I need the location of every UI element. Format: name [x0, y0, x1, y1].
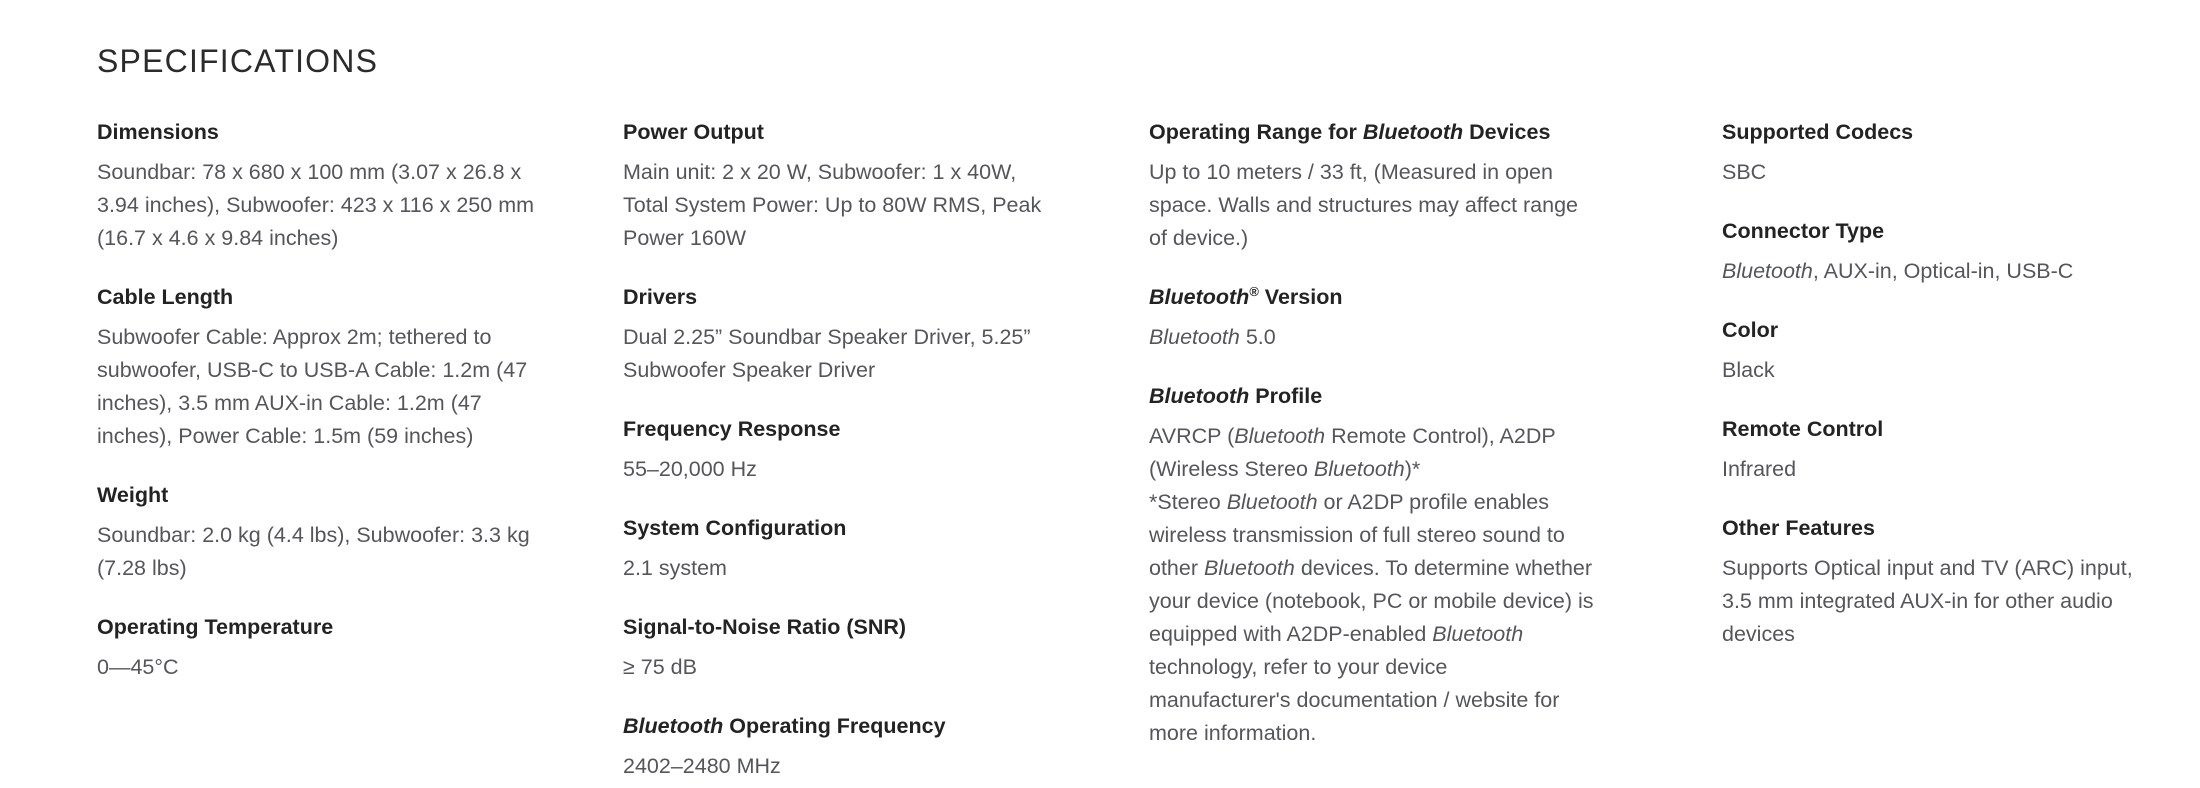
spec-item-weight	[97, 482, 537, 585]
spec-value: Infrared	[1722, 457, 1797, 482]
spec-item-drivers	[623, 284, 1063, 387]
spec-item-bluetooth-profile	[1149, 383, 1594, 750]
spec-item-bluetooth-version	[1149, 284, 1594, 354]
spec-value: Dual 2.25” Soundbar Speaker Driver, 5.25” Subwoofer Speaker Driver	[623, 325, 1031, 383]
spec-value: Supports Optical input and TV (ARC) input, 3.5 mm integrated AUX-in for other audio devices	[1722, 556, 2133, 647]
spec-column-2	[623, 119, 1063, 788]
spec-grid	[97, 119, 2200, 788]
spec-item-dimensions	[97, 119, 537, 255]
spec-value: Bluetooth, AUX-in, Optical-in, USB-C	[1722, 259, 2074, 284]
spec-column-1	[97, 119, 537, 713]
spec-heading: System Configuration	[623, 516, 847, 541]
spec-heading: Operating Range for Bluetooth Devices	[1149, 120, 1551, 145]
spec-heading: Supported Codecs	[1722, 120, 1914, 145]
page-title: SPECIFICATIONS	[97, 43, 379, 79]
spec-heading: Drivers	[623, 285, 698, 310]
spec-heading: Color	[1722, 318, 1779, 343]
spec-heading: Dimensions	[97, 120, 219, 145]
spec-heading: Bluetooth® Version	[1149, 284, 1343, 310]
spec-heading: Remote Control	[1722, 417, 1884, 442]
spec-item-frequency-response	[623, 416, 1063, 486]
spec-value: Bluetooth 5.0	[1149, 325, 1276, 350]
spec-heading: Other Features	[1722, 516, 1875, 541]
spec-value: 55–20,000 Hz	[623, 457, 757, 482]
spec-heading: Bluetooth Profile	[1149, 384, 1323, 409]
spec-item-remote-control	[1722, 416, 2142, 486]
spec-heading: Connector Type	[1722, 219, 1885, 244]
spec-heading: Signal-to-Noise Ratio (SNR)	[623, 615, 907, 640]
spec-value: 2402–2480 MHz	[623, 754, 781, 779]
spec-value: Black	[1722, 358, 1775, 383]
spec-value: SBC	[1722, 160, 1767, 185]
spec-heading: Bluetooth Operating Frequency	[623, 714, 946, 739]
spec-item-color	[1722, 317, 2142, 387]
spec-item-operating-temperature	[97, 614, 537, 684]
spec-item-operating-range	[1149, 119, 1594, 255]
spec-item-snr	[623, 614, 1063, 684]
spec-heading: Power Output	[623, 120, 764, 145]
spec-item-supported-codecs	[1722, 119, 2142, 189]
spec-column-3	[1149, 119, 1594, 779]
spec-item-power-output	[623, 119, 1063, 255]
spec-item-bluetooth-operating-frequency	[623, 713, 1063, 783]
spec-heading: Frequency Response	[623, 417, 841, 442]
spec-value: Soundbar: 2.0 kg (4.4 lbs), Subwoofer: 3.3 kg (7.28 lbs)	[97, 523, 530, 581]
spec-value: Soundbar: 78 x 680 x 100 mm (3.07 x 26.8 x 3.94 inches), Subwoofer: 423 x 116 x 250 mm (16.7 x 4.6 x 9.84 inches)	[97, 160, 535, 251]
spec-item-other-features	[1722, 515, 2142, 651]
spec-value: 2.1 system	[623, 556, 727, 581]
spec-value: 0—45°C	[97, 655, 179, 680]
spec-value: Main unit: 2 x 20 W, Subwoofer: 1 x 40W, Total System Power: Up to 80W RMS, Peak Power 160W	[623, 160, 1042, 251]
spec-value: Subwoofer Cable: Approx 2m; tethered to subwoofer, USB-C to USB-A Cable: 1.2m (47 inches), 3.5 mm AUX-in Cable: 1.2m (47 inches), Power Cable: 1.5m (59 inches)	[97, 325, 528, 449]
spec-column-4	[1680, 119, 2142, 680]
spec-value: AVRCP (Bluetooth Remote Control), A2DP (Wireless Stereo Bluetooth)* *Stereo Bluetooth or A2DP profile enables wireless transmission of full stereo sound to other Bluetooth devices. To determine whether your device (notebook, PC or mobile device) is equipped with A2DP-enabled Bluetooth technology, refer to your device manufacturer's documentation / website for more information.	[1149, 424, 1594, 746]
spec-item-connector-type	[1722, 218, 2142, 288]
spec-item-cable-length	[97, 284, 537, 453]
spec-value: ≥ 75 dB	[623, 655, 697, 680]
spec-value: Up to 10 meters / 33 ft, (Measured in open space. Walls and structures may affect range of device.)	[1149, 160, 1579, 251]
spec-heading: Cable Length	[97, 285, 234, 310]
spec-heading: Operating Temperature	[97, 615, 334, 640]
spec-item-system-configuration	[623, 515, 1063, 585]
spec-heading: Weight	[97, 483, 169, 508]
